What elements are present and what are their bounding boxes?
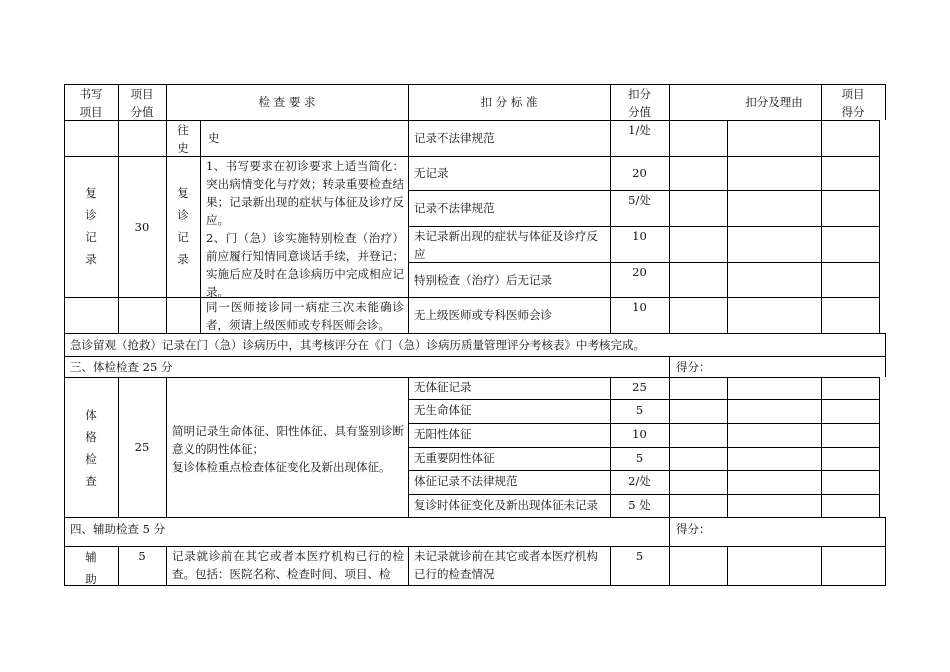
rule (727, 546, 728, 585)
header-col-requirement: 检 查 要 求 (258, 95, 316, 109)
followup-standard-1: 无记录 (414, 166, 449, 180)
history-standard: 记录不法律规范 (414, 131, 495, 145)
rule (408, 399, 880, 400)
rule (64, 333, 886, 334)
section3-deduct-2: 5 (635, 403, 644, 417)
section3-standard-6: 复诊时体征变化及新出现体征未记录 (414, 498, 598, 512)
rule (64, 377, 880, 378)
section3-standard-5: 体征记录不法律规范 (414, 474, 518, 488)
followup-standard-4: 特别检查（治疗）后无记录 (414, 273, 552, 287)
section3-requirement: 简明记录生命体征、阳性体征、具有鉴别诊断意义的阴性体征； 复诊体检重点检查体征变化及新出现体征。 (172, 424, 404, 474)
rule (879, 120, 880, 333)
section3-deduct-4: 5 (635, 451, 644, 465)
section4-deduct: 5 (635, 549, 644, 563)
followup-sublabel: 复 诊 记 录 (177, 186, 189, 266)
history-sublabel: 往 史 (177, 123, 189, 155)
consult-requirement: 同一医师接诊同一病症三次未能确诊者，须请上级医师或专科医师会诊。 (206, 300, 404, 332)
rule (408, 470, 880, 471)
followup-requirement: 1、书写要求在初诊要求上适当简化：突出病情变化与疗效；转录重要检查结果；记录新出现的症状与体征及诊疗反应。 2、门（急）诊实施特别检查（治疗）前应履行知情同意谈话手续，并登记；实施后应及时在急诊病历中完成相应记录。 (206, 159, 404, 299)
rule (200, 120, 201, 333)
rule (166, 377, 167, 517)
rule (408, 423, 880, 424)
header-col-write-item: 书写 项目 (79, 87, 103, 119)
section4-requirement: 记录就诊前在其它或者本医疗机构已行的检查。包括：医院名称、检查时间、项目、检 (172, 549, 404, 581)
rule (408, 494, 880, 495)
rule (727, 120, 728, 333)
section3-deduct-5: 2/处 (628, 474, 651, 488)
rule (64, 84, 886, 85)
rule (408, 447, 880, 448)
rule (166, 546, 167, 585)
section3-standard-3: 无阳性体征 (414, 427, 472, 441)
consult-standard: 无上级医师或专科医师会诊 (414, 308, 552, 322)
rule (821, 84, 822, 333)
section3-deduct-1: 25 (632, 380, 647, 394)
rule (821, 377, 822, 517)
note-row: 急诊留观（抢救）记录在门（急）诊病历中，其考核评分在《门（急）诊病历质量管理评分考核表》中考核完成。 (70, 338, 645, 352)
followup-score: 30 (134, 220, 150, 234)
followup-standard-3: 未记录新出现的症状与体征及诊疗反应 (414, 229, 598, 261)
section3-standard-1: 无体征记录 (414, 380, 472, 394)
section3-standard-4: 无重要阴性体征 (414, 451, 495, 465)
rule (64, 517, 886, 518)
rule (64, 356, 886, 357)
consult-deduct: 10 (632, 300, 647, 314)
section3-deduct-6: 5 处 (628, 498, 651, 512)
header-col-item-score: 项目 分值 (130, 87, 154, 119)
followup-deduct-1: 20 (632, 166, 647, 180)
rule (408, 546, 409, 585)
section4-standard: 未记录就诊前在其它或者本医疗机构已行的检查情况 (414, 549, 598, 581)
rule (727, 377, 728, 517)
rule (885, 333, 886, 377)
rule (64, 585, 886, 586)
rule (885, 84, 886, 120)
followup-label: 复 诊 记 录 (85, 186, 97, 266)
rule (408, 377, 409, 517)
header-col-deduct: 扣分 分值 (628, 87, 651, 119)
history-deduct: 1/处 (628, 123, 651, 137)
followup-deduct-4: 20 (632, 265, 647, 279)
section3-title: 三、体检检查 25 分 (70, 360, 173, 374)
header-col-reason: 扣分及理由 (745, 95, 803, 109)
section3-standard-2: 无生命体征 (414, 403, 472, 417)
section3-score: 25 (134, 440, 150, 454)
section4-label: 辅 助 (85, 550, 97, 586)
section4-title: 四、辅助检查 5 分 (70, 522, 166, 536)
rule (408, 84, 409, 333)
header-col-standard: 扣 分 标 准 (480, 95, 538, 109)
rule (64, 84, 65, 585)
rule (64, 297, 880, 298)
section4-score-label: 得分： (676, 522, 711, 536)
section4-score: 5 (138, 549, 146, 563)
section3-label: 体 格 检 查 (85, 408, 97, 488)
followup-deduct-2: 5/处 (628, 193, 651, 207)
rule (118, 84, 119, 333)
followup-deduct-3: 10 (632, 229, 647, 243)
rule (821, 546, 822, 585)
section3-deduct-3: 10 (632, 427, 647, 441)
rule (885, 517, 886, 585)
rule (669, 84, 670, 333)
section3-score-label: 得分： (676, 360, 711, 374)
rule (879, 377, 880, 517)
rule (669, 356, 670, 585)
followup-standard-2: 记录不法律规范 (414, 201, 495, 215)
header-col-item-score2: 项目 得分 (841, 87, 865, 119)
history-sublabel-2: 史 (208, 131, 220, 145)
